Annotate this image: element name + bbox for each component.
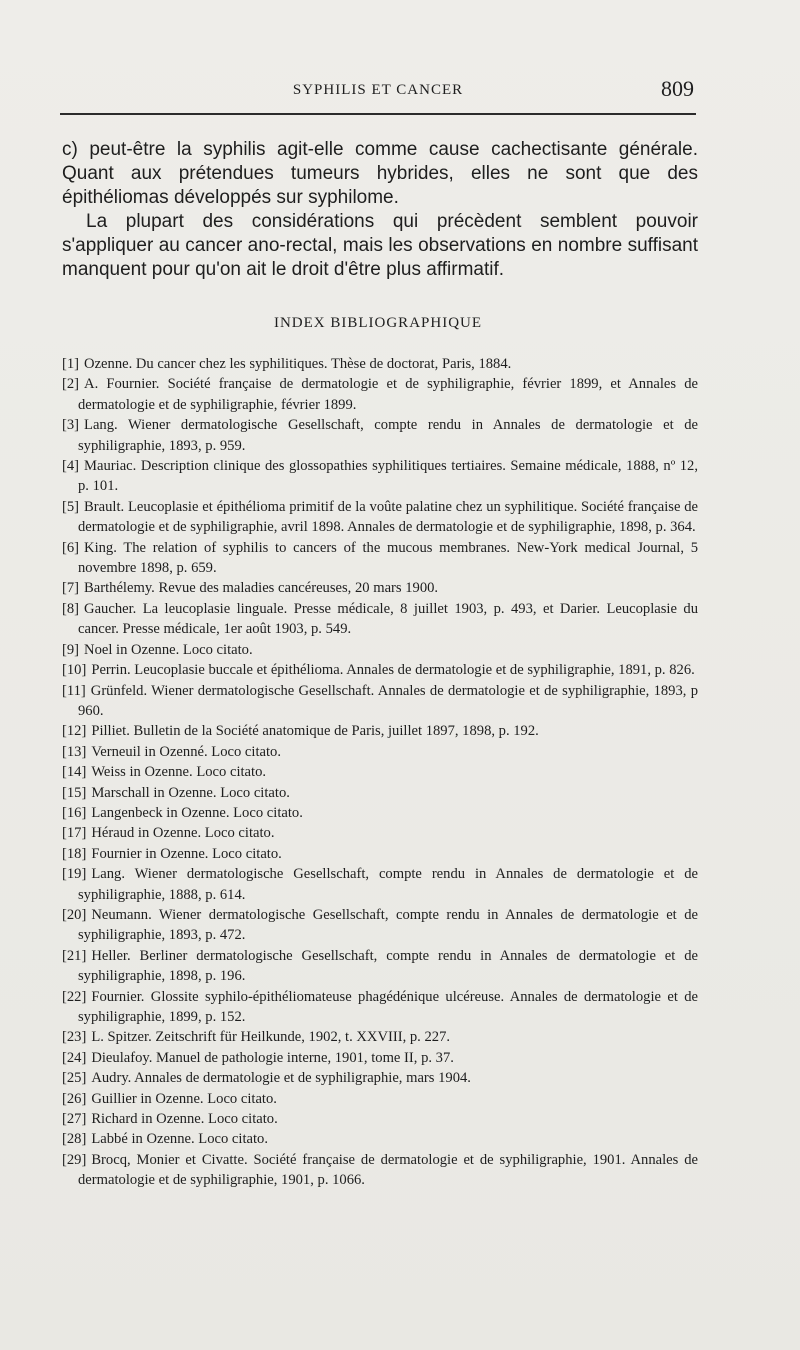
entry-number: [8]	[62, 600, 80, 617]
header-rule	[60, 113, 696, 115]
entry-number: [26]	[62, 1090, 87, 1107]
entry-text: Guillier in Ozenne. Loco citato.	[91, 1090, 277, 1107]
bibliography-entry	[62, 497, 698, 538]
bibliography-entry	[62, 538, 698, 579]
bibliography-entry	[62, 599, 698, 640]
entry-number: [1]	[62, 356, 80, 372]
entry-text: Lang. Wiener dermatologische Gesellschaft, compte rendu in Annales de dermatologie et de syphiligraphie, 1888, p. 614.	[78, 866, 698, 903]
entry-number: [23]	[62, 1029, 87, 1046]
bibliography-entry	[62, 742, 698, 762]
entry-text: Gaucher. La leucoplasie linguale. Presse médicale, 8 juillet 1903, p. 493, et Darier. Leucoplasie du cancer. Presse médicale, 1er août 1903, p. 549.	[78, 600, 698, 638]
bibliography-entry	[62, 1109, 698, 1129]
bibliography-entry	[62, 1048, 698, 1068]
entry-text: Noel in Ozenne. Loco citato.	[84, 641, 253, 658]
bibliography-entry	[62, 803, 698, 823]
body-text	[62, 138, 698, 282]
entry-number: [16]	[62, 804, 87, 821]
entry-text: Marschall in Ozenne. Loco citato.	[91, 784, 290, 801]
entry-text: Fournier in Ozenne. Loco citato.	[91, 845, 282, 862]
entry-number: [20]	[62, 906, 87, 923]
bibliography-entry	[62, 721, 698, 741]
bibliography-entry	[62, 374, 698, 415]
running-title: SYPHILIS ET CANCER	[292, 82, 464, 98]
page-number: 809	[661, 76, 694, 101]
bibliography-entry	[62, 640, 698, 660]
bibliography-entry	[62, 987, 698, 1028]
entry-number: [4]	[62, 458, 80, 475]
entry-text: Neumann. Wiener dermatologische Gesellschaft, compte rendu in Annales de dermatologie et de syphiligraphie, 1893, p. 472.	[78, 906, 698, 944]
entry-text: Grünfeld. Wiener dermatologische Gesellschaft. Annales de dermatologie et de syphiligraphie, 1893, p 960.	[78, 682, 698, 719]
entry-text: Barthélemy. Revue des maladies cancéreuses, 20 mars 1900.	[84, 580, 439, 597]
bibliography-entry	[62, 823, 698, 843]
entry-number: [6]	[62, 539, 80, 556]
bibliography-entry	[62, 844, 698, 864]
entry-number: [7]	[62, 580, 80, 597]
entry-number: [22]	[62, 988, 87, 1005]
entry-number: [5]	[62, 498, 80, 515]
entry-number: [13]	[62, 743, 87, 760]
bibliography-entry	[62, 1068, 698, 1088]
entry-text: Verneuil in Ozenné. Loco citato.	[91, 743, 281, 760]
entry-text: Ozenne. Du cancer chez les syphilitiques. Thèse de doctorat, Paris, 1884.	[84, 356, 512, 372]
bibliography-entry	[62, 354, 698, 374]
entry-text: Heller. Berliner dermatologische Gesellschaft, compte rendu in Annales de dermatologie et de syphiligraphie, 1898, p. 196.	[78, 947, 698, 985]
entry-number: [3]	[62, 417, 80, 434]
entry-number: [28]	[62, 1131, 87, 1148]
entry-text: Audry. Annales de dermatologie et de syphiligraphie, mars 1904.	[91, 1070, 471, 1087]
bibliography-entry	[62, 1089, 698, 1109]
bibliography-entry	[62, 1150, 698, 1191]
entry-number: [18]	[62, 845, 87, 862]
entry-number: [14]	[62, 764, 87, 781]
bibliography-entry	[62, 660, 698, 680]
entry-text: Dieulafoy. Manuel de pathologie interne, 1901, tome II, p. 37.	[91, 1049, 454, 1066]
bibliography-entry	[62, 1027, 698, 1047]
entry-text: Langenbeck in Ozenne. Loco citato.	[91, 804, 303, 821]
entry-number: [25]	[62, 1070, 87, 1087]
entry-number: [12]	[62, 723, 87, 740]
entry-text: Brocq, Monier et Civatte. Société française de dermatologie et de syphiligraphie, 1901. Annales de dermatologie et de syphiligraphie, 1901, p. 1066.	[78, 1151, 698, 1189]
bibliography-entry	[62, 578, 698, 598]
entry-number: [29]	[62, 1151, 87, 1168]
entry-text: Perrin. Leucoplasie buccale et épithélioma. Annales de dermatologie et de syphiligraphie, 1891, p. 826.	[91, 662, 695, 679]
bibliography-entry	[62, 1129, 698, 1149]
entry-number: [2]	[62, 376, 80, 393]
entry-number: [27]	[62, 1111, 87, 1128]
entry-text: Lang. Wiener dermatologische Gesellschaft, compte rendu in Annales de dermatologie et de syphiligraphie, 1893, p. 959.	[78, 417, 698, 454]
entry-number: [17]	[62, 825, 87, 842]
entry-text: King. The relation of syphilis to cancers of the mucous membranes. New-York medical Journal, 5 novembre 1898, p. 659.	[78, 539, 698, 577]
entry-number: [10]	[62, 662, 87, 679]
entry-text: Mauriac. Description clinique des glossopathies syphilitiques tertiaires. Semaine médicale, 1888, nº 12, p. 101.	[78, 458, 698, 495]
entry-text: Brault. Leucoplasie et épithélioma primitif de la voûte palatine chez un syphilitique. Société française de dermatologie et de syphiligraphie, avril 1898. Annales de dermatologie et de syphiligraphie, 1898, p. 364.	[78, 498, 698, 536]
entry-text: Labbé in Ozenne. Loco citato.	[91, 1131, 268, 1148]
bibliography-list	[62, 354, 698, 1191]
entry-text: L. Spitzer. Zeitschrift für Heilkunde, 1902, t. XXVIII, p. 227.	[91, 1029, 451, 1046]
index-title: INDEX BIBLIOGRAPHIQUE	[273, 315, 483, 331]
entry-text: Héraud in Ozenne. Loco citato.	[91, 825, 275, 842]
entry-number: [11]	[62, 682, 86, 699]
bibliography-entry	[62, 415, 698, 456]
bibliography-entry	[62, 681, 698, 722]
bibliography-entry	[62, 456, 698, 497]
paragraph: c) peut-être la syphilis agit-elle comme cause cachectisante générale. Quant aux prétendues tumeurs hybrides, elles ne sont que des épithéliomas développés sur syphilome.	[62, 139, 698, 208]
entry-text: Pilliet. Bulletin de la Société anatomique de Paris, juillet 1897, 1898, p. 192.	[91, 723, 539, 740]
entry-text: Fournier. Glossite syphilo-épithéliomateuse phagédénique ulcéreuse. Annales de dermatologie et de syphiligraphie, 1899, p. 152.	[78, 988, 698, 1025]
entry-number: [9]	[62, 641, 80, 658]
entry-number: [21]	[62, 947, 87, 964]
bibliography-entry	[62, 905, 698, 946]
entry-number: [24]	[62, 1049, 87, 1066]
entry-text: Weiss in Ozenne. Loco citato.	[91, 764, 267, 781]
bibliography-entry	[62, 864, 698, 905]
bibliography-entry	[62, 783, 698, 803]
entry-number: [19]	[62, 866, 87, 883]
entry-number: [15]	[62, 784, 87, 801]
paragraph: La plupart des considérations qui précèdent semblent pouvoir s'appliquer au cancer ano-rectal, mais les observations en nombre suffisant manquent pour qu'on ait le droit d'être plus affirmatif.	[62, 211, 698, 280]
bibliography-entry	[62, 946, 698, 987]
entry-text: A. Fournier. Société française de dermatologie et de syphiligraphie, février 1899, et Annales de dermatologie et de syphiligraphie, février 1899.	[78, 376, 698, 413]
page-header	[60, 76, 696, 104]
entry-text: Richard in Ozenne. Loco citato.	[91, 1111, 278, 1128]
bibliography-entry	[62, 762, 698, 782]
